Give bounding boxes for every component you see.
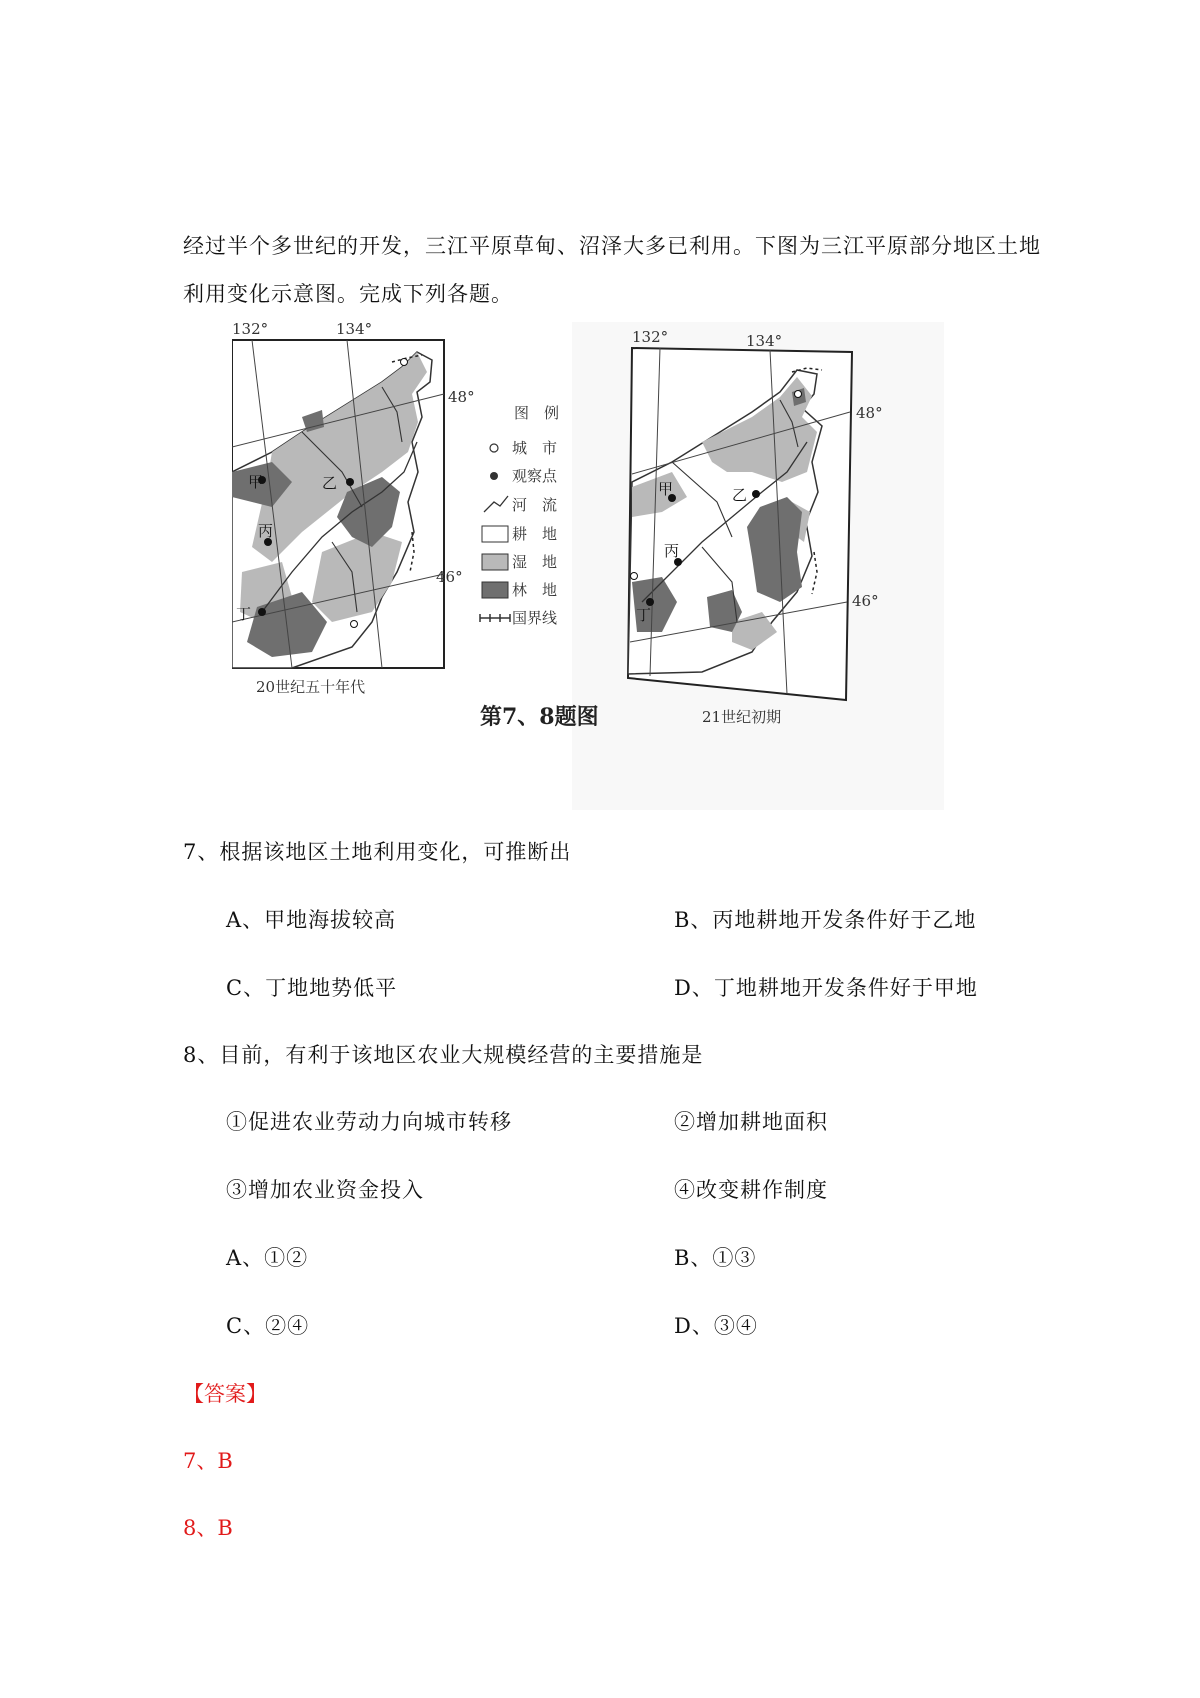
- q8-statement-2: ②增加耕地面积: [674, 1110, 828, 1134]
- left-lon-132: 132°: [232, 322, 269, 338]
- legend-forest: 林 地: [512, 581, 558, 599]
- q8-option-a: A、①②: [226, 1246, 309, 1270]
- right-point-bing: 丙: [664, 542, 680, 560]
- intro-line-1: 经过半个多世纪的开发，三江平原草甸、沼泽大多已利用。下图为三江平原部分地区土地: [183, 234, 1041, 258]
- left-map-caption: 20世纪五十年代: [256, 678, 366, 696]
- right-map: [628, 348, 852, 700]
- question-8-stem: 8、目前，有利于该地区农业大规模经营的主要措施是: [183, 1043, 704, 1067]
- left-lat-48: 48°: [448, 388, 475, 406]
- left-point-jia: 甲: [248, 473, 264, 491]
- q7-option-a: A、甲地海拔较高: [226, 908, 397, 932]
- right-lat-48: 48°: [856, 404, 883, 422]
- intro-paragraph: [183, 222, 1043, 318]
- answer-heading: 【答案】: [183, 1382, 267, 1406]
- legend-river: 河 流: [512, 496, 558, 514]
- right-lat-46: 46°: [852, 592, 879, 610]
- right-map-caption: 21世纪初期: [702, 708, 782, 726]
- q8-statement-3: ③增加农业资金投入: [226, 1178, 424, 1202]
- question-7-stem: 7、根据该地区土地利用变化，可推断出: [183, 840, 572, 864]
- left-point-bing: 丙: [258, 522, 274, 540]
- legend-wetland: 湿 地: [512, 553, 558, 571]
- left-point-ding: 丁: [236, 605, 252, 623]
- legend-farmland: 耕 地: [512, 525, 558, 543]
- right-point-jia: 甲: [658, 480, 674, 498]
- figure-svg: [232, 322, 944, 810]
- q7-option-c: C、丁地地势低平: [226, 976, 398, 1000]
- q8-statement-4: ④改变耕作制度: [674, 1178, 828, 1202]
- legend-border: 国界线: [512, 609, 558, 627]
- figure-caption: 第7、8题图: [480, 704, 599, 730]
- legend-observation: 观察点: [512, 467, 558, 485]
- right-point-yi: 乙: [732, 486, 748, 504]
- intro-line-2: 利用变化示意图。完成下列各题。: [183, 282, 513, 306]
- q8-option-d: D、③④: [674, 1314, 758, 1338]
- legend-city: 城 市: [512, 439, 558, 457]
- left-map: [232, 340, 444, 668]
- right-lon-132: 132°: [632, 328, 669, 346]
- left-point-yi: 乙: [322, 474, 338, 492]
- q7-option-b: B、丙地耕地开发条件好于乙地: [674, 908, 977, 932]
- answer-7: 7、B: [183, 1449, 233, 1473]
- q8-statement-1: ①促进农业劳动力向城市转移: [226, 1110, 512, 1134]
- answer-8: 8、B: [183, 1516, 233, 1540]
- right-lon-134: 134°: [746, 332, 783, 350]
- q8-option-b: B、①③: [674, 1246, 757, 1270]
- q8-option-c: C、②④: [226, 1314, 310, 1338]
- q7-option-d: D、丁地耕地开发条件好于甲地: [674, 976, 978, 1000]
- left-lon-134: 134°: [336, 322, 373, 338]
- land-use-figure: [232, 322, 944, 810]
- right-point-ding: 丁: [636, 606, 652, 624]
- left-lat-46: 46°: [436, 568, 463, 586]
- legend-title: 图 例: [514, 404, 560, 422]
